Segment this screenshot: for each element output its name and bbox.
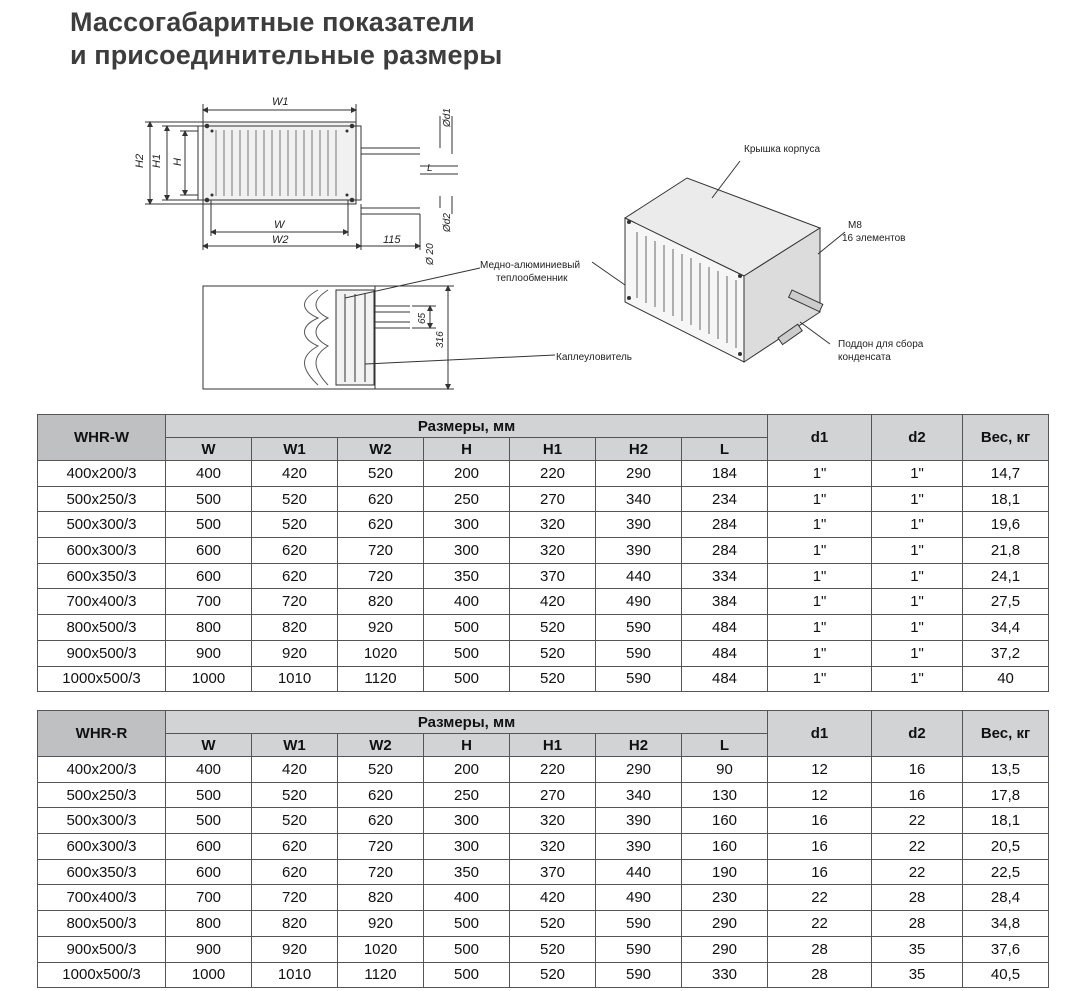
value-cell: 160 [682, 834, 768, 860]
value-cell: 1" [768, 512, 872, 538]
label-m8-2: 16 элементов [842, 233, 906, 244]
value-cell: 590 [596, 936, 682, 962]
value-cell: 484 [682, 615, 768, 641]
value-cell: 620 [338, 808, 424, 834]
table-row [38, 859, 1049, 885]
value-cell: 400 [424, 589, 510, 615]
model-cell: 600x300/3 [38, 538, 166, 564]
value-cell: 35 [872, 936, 963, 962]
value-cell: 300 [424, 512, 510, 538]
value-cell: 28 [768, 962, 872, 988]
value-cell: 1" [872, 666, 963, 692]
value-cell: 320 [510, 538, 596, 564]
value-cell: 720 [252, 885, 338, 911]
value-cell: 400 [166, 757, 252, 783]
model-cell: 900x500/3 [38, 936, 166, 962]
side-view [203, 268, 555, 389]
value-cell: 920 [252, 640, 338, 666]
value-cell: 22 [872, 834, 963, 860]
dimensions-header: Размеры, мм [166, 415, 768, 438]
value-cell: 820 [252, 615, 338, 641]
value-cell: 35 [872, 962, 963, 988]
table-row [38, 936, 1049, 962]
value-cell: 1" [768, 538, 872, 564]
value-cell: 500 [166, 782, 252, 808]
value-cell: 620 [252, 538, 338, 564]
d1-header: d1 [768, 415, 872, 461]
value-cell: 250 [424, 782, 510, 808]
value-cell: 284 [682, 538, 768, 564]
value-cell: 320 [510, 512, 596, 538]
value-cell: 500 [424, 962, 510, 988]
dim-w2: W2 [272, 234, 289, 246]
table-body [38, 461, 1049, 692]
value-cell: 14,7 [963, 461, 1049, 487]
table-body [38, 757, 1049, 988]
value-cell: 1" [768, 563, 872, 589]
value-cell: 590 [596, 640, 682, 666]
value-cell: 820 [338, 885, 424, 911]
value-cell: 350 [424, 859, 510, 885]
value-cell: 234 [682, 486, 768, 512]
label-eliminator: Каплеуловитель [556, 352, 633, 363]
value-cell: 22 [768, 911, 872, 937]
value-cell: 220 [510, 461, 596, 487]
value-cell: 520 [510, 615, 596, 641]
value-cell: 1000 [166, 962, 252, 988]
col-header: L [682, 438, 768, 461]
value-cell: 590 [596, 615, 682, 641]
value-cell: 700 [166, 589, 252, 615]
value-cell: 16 [768, 834, 872, 860]
col-header: L [682, 734, 768, 757]
dim-d2: Ød2 [442, 213, 453, 232]
model-cell: 600x350/3 [38, 563, 166, 589]
value-cell: 28 [872, 911, 963, 937]
value-cell: 334 [682, 563, 768, 589]
value-cell: 22 [872, 808, 963, 834]
col-header: W [166, 734, 252, 757]
value-cell: 500 [166, 486, 252, 512]
value-cell: 600 [166, 859, 252, 885]
table-row [38, 640, 1049, 666]
model-cell: 400x200/3 [38, 461, 166, 487]
value-cell: 19,6 [963, 512, 1049, 538]
model-cell: 1000x500/3 [38, 962, 166, 988]
d2-header: d2 [872, 711, 963, 757]
value-cell: 130 [682, 782, 768, 808]
col-header: H1 [510, 734, 596, 757]
value-cell: 800 [166, 911, 252, 937]
dimensions-header: Размеры, мм [166, 711, 768, 734]
col-header: H [424, 438, 510, 461]
value-cell: 920 [338, 911, 424, 937]
col-header: H2 [596, 438, 682, 461]
value-cell: 900 [166, 640, 252, 666]
value-cell: 820 [338, 589, 424, 615]
value-cell: 12 [768, 782, 872, 808]
value-cell: 440 [596, 859, 682, 885]
value-cell: 500 [424, 640, 510, 666]
label-m8-1: М8 [848, 220, 862, 231]
value-cell: 1020 [338, 640, 424, 666]
table-row [38, 962, 1049, 988]
value-cell: 21,8 [963, 538, 1049, 564]
value-cell: 28 [872, 885, 963, 911]
value-cell: 18,1 [963, 808, 1049, 834]
title-line-1: Массогабаритные показатели [70, 7, 475, 37]
value-cell: 500 [166, 808, 252, 834]
value-cell: 200 [424, 757, 510, 783]
value-cell: 1000 [166, 666, 252, 692]
value-cell: 484 [682, 640, 768, 666]
value-cell: 720 [338, 859, 424, 885]
value-cell: 1120 [338, 666, 424, 692]
value-cell: 1" [872, 640, 963, 666]
value-cell: 620 [252, 563, 338, 589]
value-cell: 520 [252, 512, 338, 538]
col-header: H [424, 734, 510, 757]
table-row [38, 563, 1049, 589]
value-cell: 1" [872, 486, 963, 512]
value-cell: 620 [252, 834, 338, 860]
model-cell: 800x500/3 [38, 615, 166, 641]
model-cell: 1000x500/3 [38, 666, 166, 692]
title-line-2: и присоединительные размеры [70, 40, 503, 70]
table-row [38, 834, 1049, 860]
value-cell: 1" [872, 563, 963, 589]
col-header: W [166, 438, 252, 461]
value-cell: 1" [768, 589, 872, 615]
value-cell: 1020 [338, 936, 424, 962]
value-cell: 390 [596, 834, 682, 860]
value-cell: 350 [424, 563, 510, 589]
isometric-view [592, 161, 845, 362]
value-cell: 600 [166, 563, 252, 589]
table-row [38, 911, 1049, 937]
value-cell: 370 [510, 563, 596, 589]
model-cell: 500x300/3 [38, 512, 166, 538]
value-cell: 390 [596, 512, 682, 538]
value-cell: 284 [682, 512, 768, 538]
label-tray-1: Поддон для сбора [838, 339, 924, 350]
dim-w1: W1 [272, 96, 289, 108]
value-cell: 28 [768, 936, 872, 962]
value-cell: 600 [166, 538, 252, 564]
model-cell: 500x300/3 [38, 808, 166, 834]
label-exchanger-1: Медно-алюминиевый [480, 260, 581, 271]
value-cell: 520 [510, 666, 596, 692]
value-cell: 520 [510, 936, 596, 962]
dim-65: 65 [417, 312, 428, 324]
value-cell: 1" [768, 615, 872, 641]
value-cell: 620 [338, 486, 424, 512]
technical-drawing [0, 90, 1080, 405]
value-cell: 420 [510, 589, 596, 615]
value-cell: 520 [252, 486, 338, 512]
value-cell: 22 [872, 859, 963, 885]
col-header: W2 [338, 734, 424, 757]
value-cell: 22 [768, 885, 872, 911]
col-header: H2 [596, 734, 682, 757]
model-cell: 900x500/3 [38, 640, 166, 666]
value-cell: 400 [424, 885, 510, 911]
value-cell: 800 [166, 615, 252, 641]
front-view [145, 104, 458, 250]
value-cell: 520 [510, 962, 596, 988]
value-cell: 16 [872, 757, 963, 783]
value-cell: 40,5 [963, 962, 1049, 988]
value-cell: 28,4 [963, 885, 1049, 911]
dim-h1: H1 [151, 153, 163, 168]
value-cell: 920 [252, 936, 338, 962]
value-cell: 1" [872, 538, 963, 564]
weight-header: Вес, кг [963, 415, 1049, 461]
value-cell: 490 [596, 885, 682, 911]
value-cell: 18,1 [963, 486, 1049, 512]
value-cell: 490 [596, 589, 682, 615]
d2-header: d2 [872, 415, 963, 461]
model-header: WHR-R [38, 711, 166, 757]
value-cell: 184 [682, 461, 768, 487]
value-cell: 920 [338, 615, 424, 641]
col-header: W2 [338, 438, 424, 461]
value-cell: 16 [768, 808, 872, 834]
value-cell: 520 [510, 640, 596, 666]
value-cell: 200 [424, 461, 510, 487]
d1-header: d1 [768, 711, 872, 757]
table-row [38, 512, 1049, 538]
label-tray-2: конденсата [838, 352, 891, 363]
value-cell: 1" [768, 640, 872, 666]
value-cell: 34,4 [963, 615, 1049, 641]
model-cell: 500x250/3 [38, 782, 166, 808]
value-cell: 620 [338, 512, 424, 538]
value-cell: 40 [963, 666, 1049, 692]
value-cell: 390 [596, 808, 682, 834]
weight-header: Вес, кг [963, 711, 1049, 757]
table-whr-r [37, 710, 1049, 988]
value-cell: 1" [768, 461, 872, 487]
value-cell: 220 [510, 757, 596, 783]
value-cell: 320 [510, 808, 596, 834]
table-row [38, 615, 1049, 641]
value-cell: 16 [872, 782, 963, 808]
model-cell: 400x200/3 [38, 757, 166, 783]
table-row [38, 589, 1049, 615]
value-cell: 500 [166, 512, 252, 538]
value-cell: 340 [596, 486, 682, 512]
col-header: W1 [252, 734, 338, 757]
value-cell: 720 [338, 563, 424, 589]
value-cell: 420 [252, 757, 338, 783]
value-cell: 37,6 [963, 936, 1049, 962]
label-cover: Крышка корпуса [744, 144, 821, 155]
value-cell: 520 [252, 782, 338, 808]
value-cell: 160 [682, 808, 768, 834]
value-cell: 590 [596, 666, 682, 692]
value-cell: 390 [596, 538, 682, 564]
dim-h2: H2 [134, 153, 146, 168]
value-cell: 520 [252, 808, 338, 834]
dim-316: 316 [435, 331, 446, 348]
value-cell: 700 [166, 885, 252, 911]
value-cell: 270 [510, 486, 596, 512]
value-cell: 520 [338, 757, 424, 783]
value-cell: 300 [424, 808, 510, 834]
value-cell: 600 [166, 834, 252, 860]
value-cell: 90 [682, 757, 768, 783]
value-cell: 250 [424, 486, 510, 512]
value-cell: 17,8 [963, 782, 1049, 808]
value-cell: 400 [166, 461, 252, 487]
value-cell: 720 [338, 834, 424, 860]
value-cell: 22,5 [963, 859, 1049, 885]
col-header: H1 [510, 438, 596, 461]
value-cell: 500 [424, 936, 510, 962]
value-cell: 370 [510, 859, 596, 885]
value-cell: 620 [252, 859, 338, 885]
table-row [38, 808, 1049, 834]
model-cell: 600x300/3 [38, 834, 166, 860]
value-cell: 590 [596, 911, 682, 937]
value-cell: 1010 [252, 962, 338, 988]
value-cell: 290 [596, 757, 682, 783]
value-cell: 500 [424, 615, 510, 641]
value-cell: 300 [424, 834, 510, 860]
value-cell: 37,2 [963, 640, 1049, 666]
value-cell: 290 [682, 911, 768, 937]
table-row [38, 885, 1049, 911]
value-cell: 1" [872, 615, 963, 641]
col-header: W1 [252, 438, 338, 461]
value-cell: 384 [682, 589, 768, 615]
value-cell: 34,8 [963, 911, 1049, 937]
value-cell: 484 [682, 666, 768, 692]
value-cell: 16 [768, 859, 872, 885]
table-row [38, 538, 1049, 564]
value-cell: 720 [252, 589, 338, 615]
page-title [70, 6, 502, 72]
value-cell: 620 [338, 782, 424, 808]
value-cell: 720 [338, 538, 424, 564]
value-cell: 1" [872, 461, 963, 487]
value-cell: 1010 [252, 666, 338, 692]
value-cell: 900 [166, 936, 252, 962]
dim-d20: Ø 20 [425, 243, 436, 265]
dim-h: H [172, 158, 184, 166]
side-view-labels [417, 312, 446, 348]
value-cell: 230 [682, 885, 768, 911]
model-cell: 700x400/3 [38, 885, 166, 911]
value-cell: 1" [872, 512, 963, 538]
table-row [38, 782, 1049, 808]
value-cell: 13,5 [963, 757, 1049, 783]
table-row [38, 666, 1049, 692]
table-row [38, 461, 1049, 487]
value-cell: 1" [768, 486, 872, 512]
value-cell: 1120 [338, 962, 424, 988]
model-cell: 700x400/3 [38, 589, 166, 615]
value-cell: 290 [682, 936, 768, 962]
value-cell: 290 [596, 461, 682, 487]
value-cell: 300 [424, 538, 510, 564]
dim-d1: Ød1 [442, 108, 453, 127]
model-cell: 800x500/3 [38, 911, 166, 937]
value-cell: 820 [252, 911, 338, 937]
model-header: WHR-W [38, 415, 166, 461]
value-cell: 440 [596, 563, 682, 589]
value-cell: 20,5 [963, 834, 1049, 860]
dim-l: L [427, 163, 433, 174]
table-row [38, 486, 1049, 512]
value-cell: 420 [252, 461, 338, 487]
value-cell: 12 [768, 757, 872, 783]
table-whr-w [37, 414, 1049, 692]
value-cell: 270 [510, 782, 596, 808]
value-cell: 27,5 [963, 589, 1049, 615]
value-cell: 590 [596, 962, 682, 988]
value-cell: 1" [768, 666, 872, 692]
value-cell: 500 [424, 666, 510, 692]
label-exchanger-2: теплообменник [496, 273, 568, 284]
dim-115: 115 [383, 234, 401, 246]
value-cell: 320 [510, 834, 596, 860]
value-cell: 420 [510, 885, 596, 911]
value-cell: 24,1 [963, 563, 1049, 589]
value-cell: 520 [338, 461, 424, 487]
value-cell: 520 [510, 911, 596, 937]
value-cell: 340 [596, 782, 682, 808]
value-cell: 1" [872, 589, 963, 615]
model-cell: 600x350/3 [38, 859, 166, 885]
value-cell: 190 [682, 859, 768, 885]
table-row [38, 757, 1049, 783]
value-cell: 500 [424, 911, 510, 937]
model-cell: 500x250/3 [38, 486, 166, 512]
dim-w: W [274, 219, 285, 231]
value-cell: 330 [682, 962, 768, 988]
